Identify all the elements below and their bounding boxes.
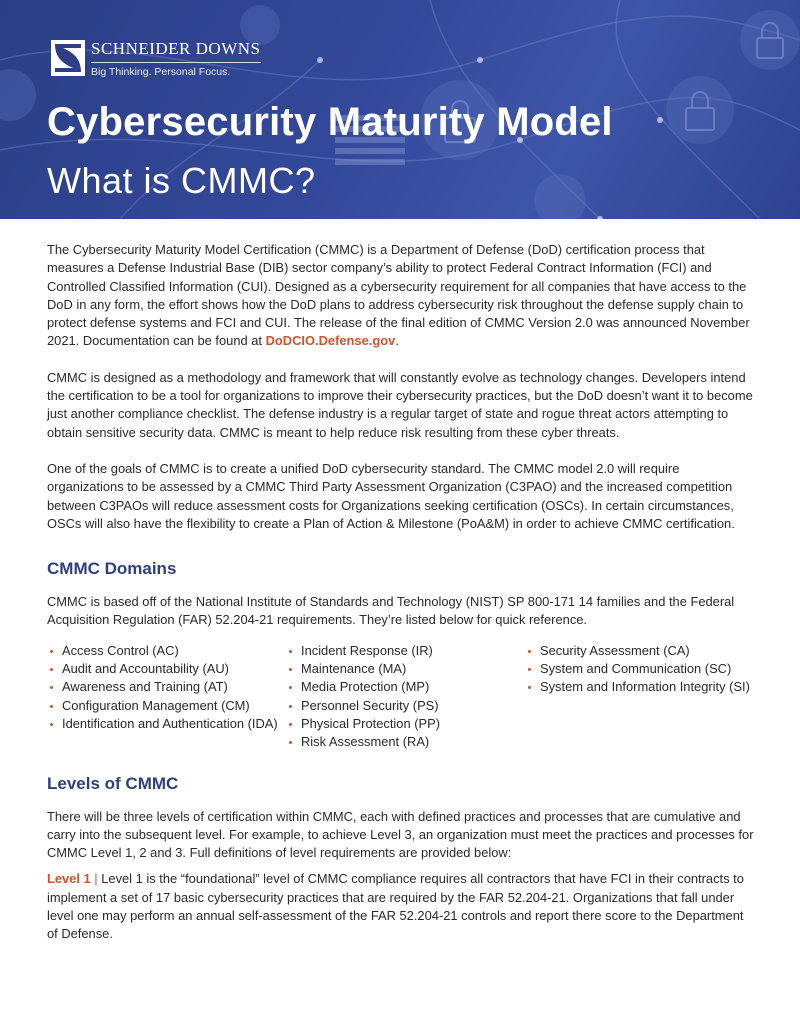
- list-item: Personnel Security (PS): [286, 697, 525, 715]
- logo-divider: [91, 62, 261, 63]
- list-item: Incident Response (IR): [286, 642, 525, 660]
- logo-wordmark: SCHNEIDER DOWNS: [91, 39, 261, 58]
- list-item: Audit and Accountability (AU): [47, 660, 286, 678]
- domains-list: [47, 642, 757, 752]
- dodcio-link[interactable]: DoDCIO.Defense.gov: [265, 333, 396, 349]
- logo-mark-icon: [51, 40, 85, 76]
- intro-paragraph-3: One of the goals of CMMC is to create a unified DoD cybersecurity standard. The CMMC model 2.0 will require organizations to be assessed by a CMMC Third Party Assessment Organization (C3PAO) and the increased competition between C3PAOs will reduce assessment costs for Organizations seeking certification (OSCs). In certain circumstances, OSCs will also have the flexibility to create a Plan of Action & Milestone (PoA&M) in order to achieve CMMC certification.: [47, 460, 735, 531]
- levels-intro: There will be three levels of certification within CMMC, each with defined practices and processes that are cumulative and carry into the subsequent level. For example, to achieve Level 3, an organization must meet the practices and processes for CMMC Level 1, 2 and 3. Full definitions of level requirements are provided below:: [47, 808, 754, 861]
- level-1-label: Level 1: [47, 871, 91, 887]
- level-1-text: Level 1 is the “foundational” level of CMMC compliance requires all contractors that have FCI in their contracts to implement a set of 17 basic cybersecurity practices that are required by the FAR 52.204-21. Organizations that fall under level one may perform an annual self-assessment of the FAR 52.204-21 controls and report there score to the Department of Defense.: [47, 871, 744, 942]
- domains-column-2: [286, 642, 525, 752]
- levels-heading: Levels of CMMC: [47, 773, 179, 793]
- list-item: Risk Assessment (RA): [286, 733, 525, 751]
- list-item: Access Control (AC): [47, 642, 286, 660]
- list-item: Identification and Authentication (IDA): [47, 715, 286, 733]
- list-item: Maintenance (MA): [286, 660, 525, 678]
- domains-column-1: [47, 642, 286, 752]
- intro-paragraph-1: The Cybersecurity Maturity Model Certification (CMMC) is a Department of Defense (DoD) certification process that measures a Defense Industrial Base (DIB) sector company’s ability to protect Federal Contract Information (FCI) and Controlled Classified Information (CUI). Designed as a cybersecurity requirement for all companies that have access to the DoD in any form, the effort shows how the DoD plans to address cybersecurity risk throughout the defense supply chain to protect defense systems and FCI and CUI. The release of the final edition of CMMC Version 2.0 was announced November 2021. Documentation can be found at DoDCIO.Defense.gov.: [47, 242, 750, 349]
- list-item: Awareness and Training (AT): [47, 678, 286, 696]
- list-item: Configuration Management (CM): [47, 697, 286, 715]
- logo-tagline: Big Thinking. Personal Focus.: [91, 66, 231, 78]
- list-item: System and Communication (SC): [525, 660, 757, 678]
- page-subtitle: What is CMMC?: [47, 160, 316, 201]
- domains-heading: CMMC Domains: [47, 559, 177, 579]
- document-body: [47, 241, 757, 944]
- list-item: Media Protection (MP): [286, 678, 525, 696]
- list-item: Security Assessment (CA): [525, 642, 757, 660]
- domains-intro: CMMC is based off of the National Institute of Standards and Technology (NIST) SP 800-171 14 families and the Federal Acquisition Regulation (FAR) 52.204-21 requirements. They’re listed below for quick reference.: [47, 594, 735, 628]
- list-item: Physical Protection (PP): [286, 715, 525, 733]
- list-item: System and Information Integrity (SI): [525, 678, 757, 696]
- level-separator: |: [90, 871, 102, 887]
- level-1-paragraph: [47, 870, 757, 943]
- intro-paragraph-2: CMMC is designed as a methodology and framework that will constantly evolve as technology changes. Developers intend the certification to be a tool for organizations to improve their cybersecurity practices, but the DoD doesn’t want it to become just another compliance checklist. The defense industry is a regular target of state and rogue threat actors attempting to obtain sensitive security data. CMMC is meant to help reduce risk resulting from these cyber threats.: [47, 369, 753, 440]
- company-logo[interactable]: [51, 40, 261, 78]
- page-title: Cybersecurity Maturity Model: [47, 100, 613, 144]
- hero-banner: [0, 0, 800, 219]
- domains-column-3: [525, 642, 757, 752]
